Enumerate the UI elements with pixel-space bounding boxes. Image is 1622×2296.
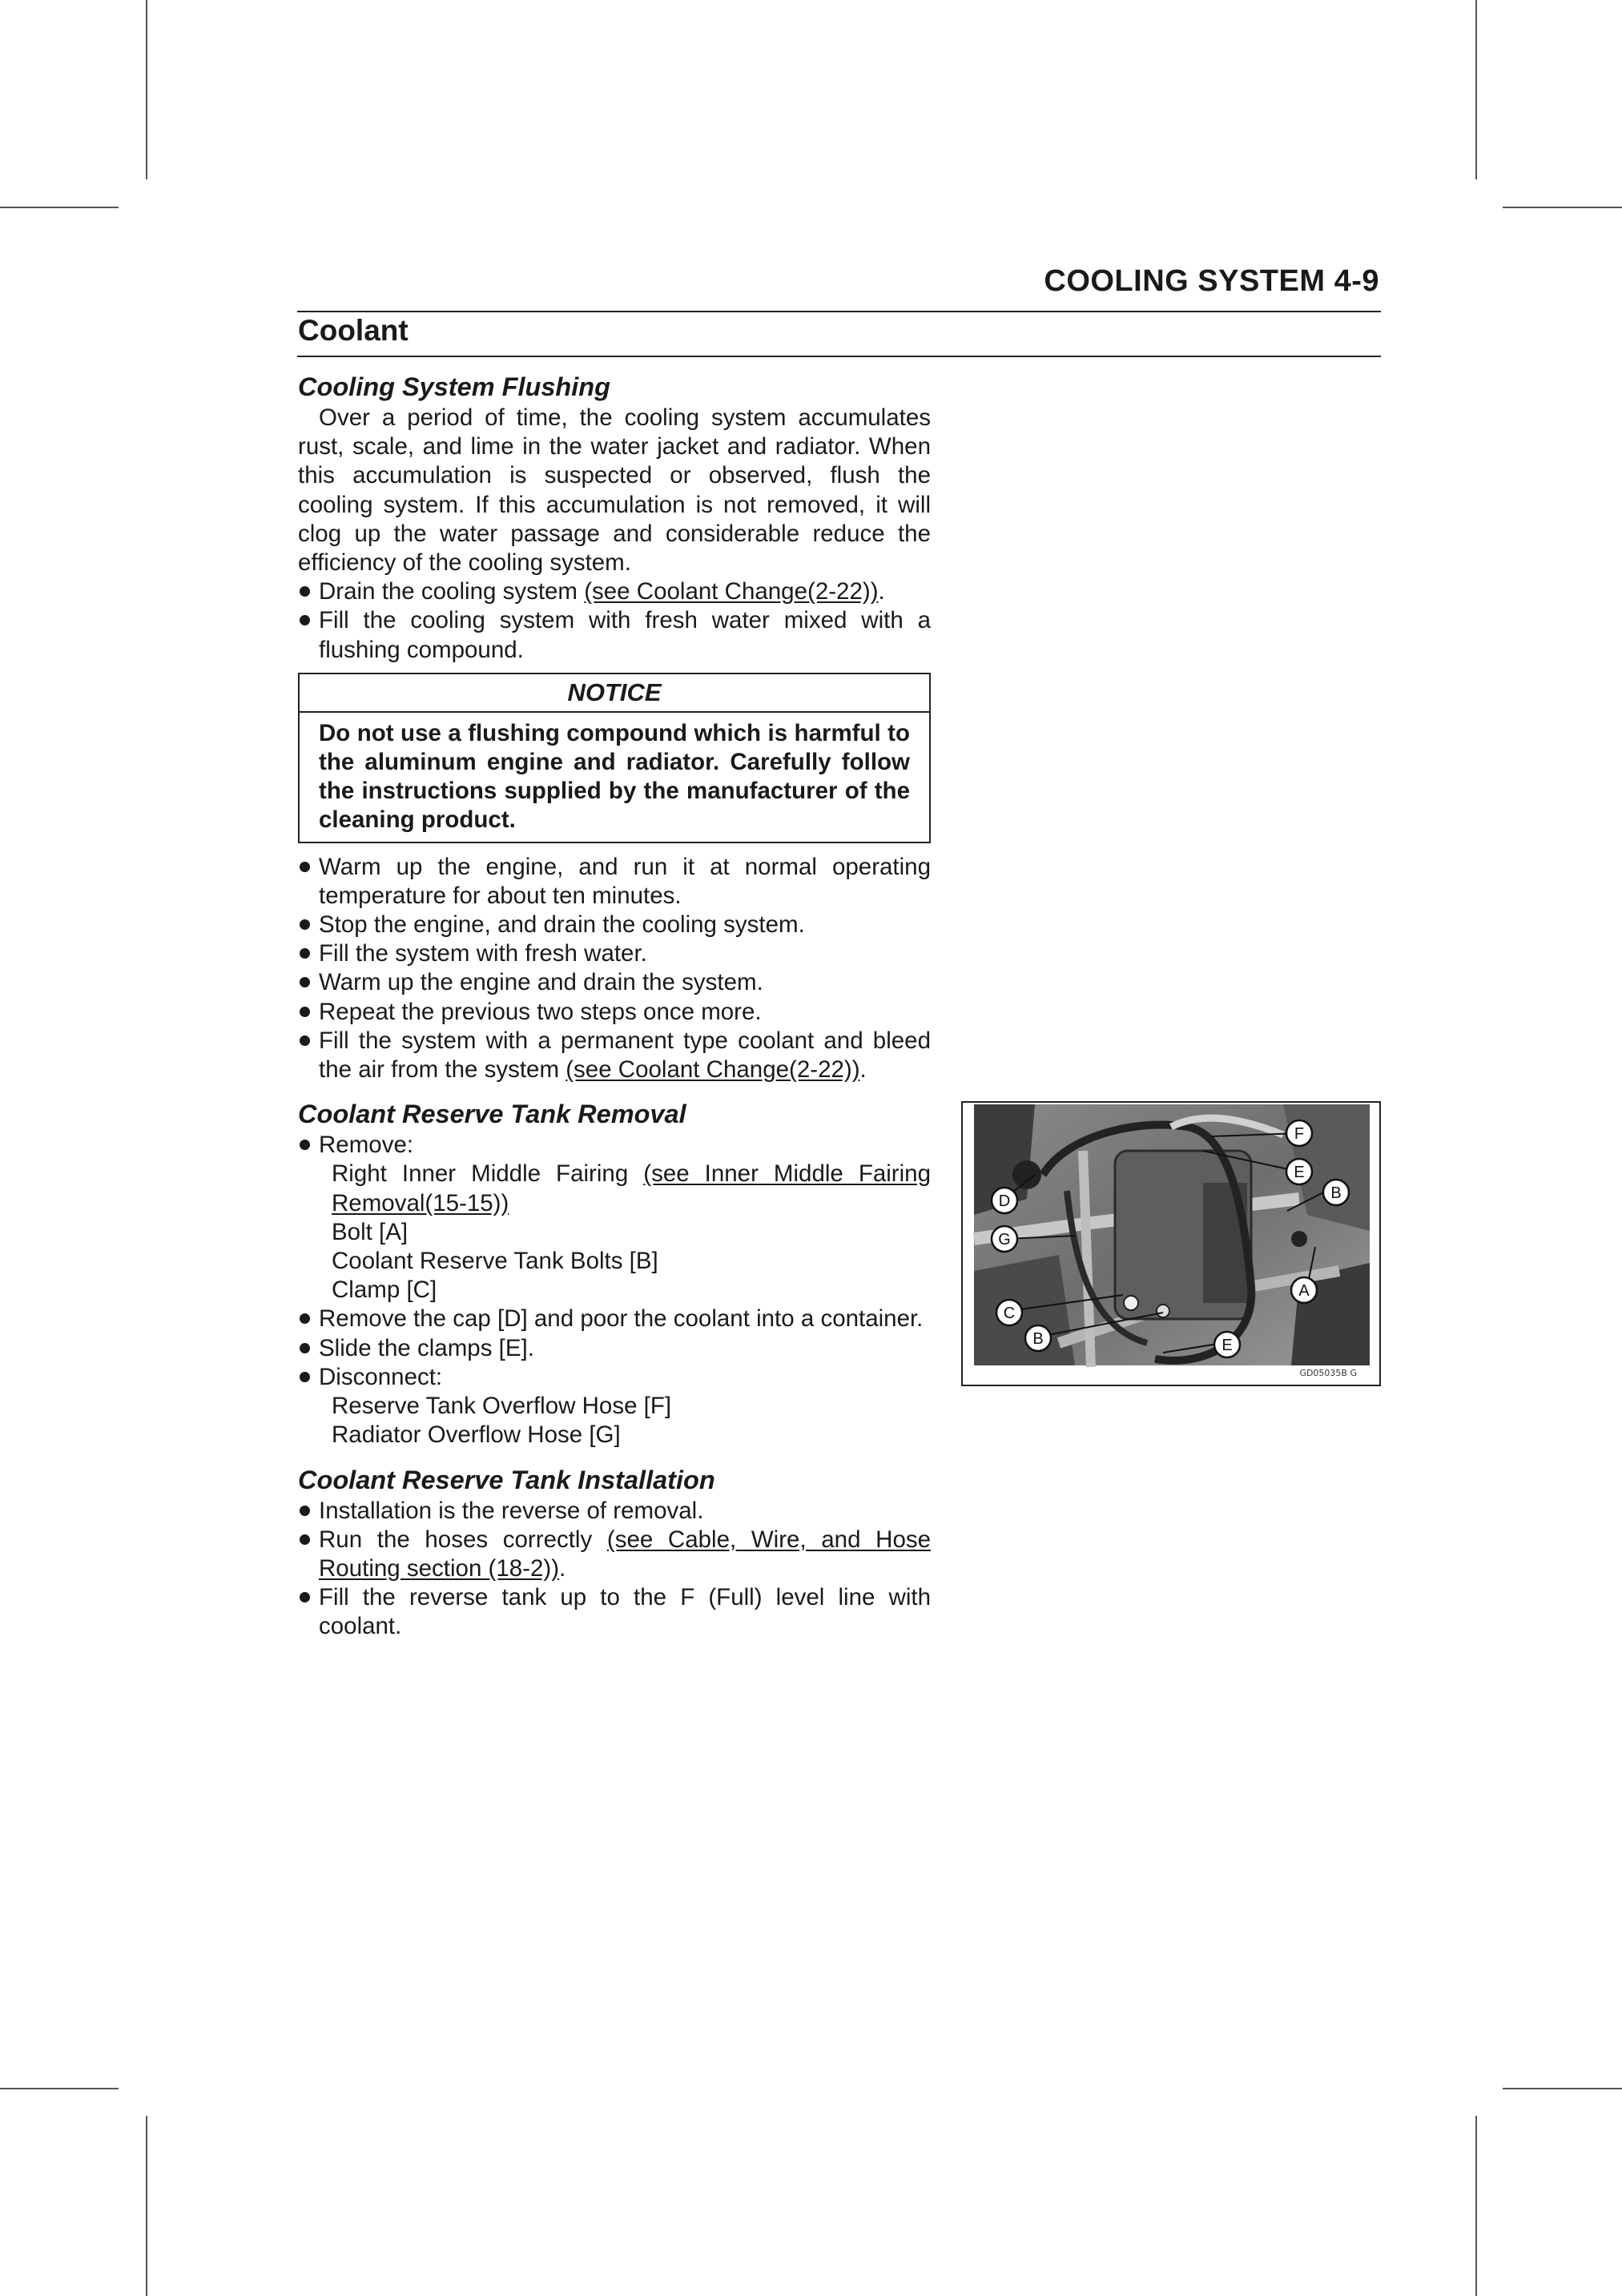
section-rule — [297, 356, 1381, 357]
sublist-item: Right Inner Middle Fairing (see Inner Middle Fairing Removal(15-15)) — [332, 1160, 931, 1216]
reserve-tank-photo — [963, 1103, 1379, 1385]
page-header-title: COOLING SYSTEM 4-9 — [1044, 264, 1379, 298]
crop-mark — [0, 2088, 119, 2089]
callout-c: C — [1003, 1305, 1016, 1322]
list-item: Repeat the previous two steps once more. — [298, 998, 931, 1027]
sublist-item: Clamp [C] — [332, 1277, 437, 1304]
callout-e: E — [1294, 1164, 1305, 1181]
coolant-change-link[interactable]: (see Coolant Change(2-22)) — [584, 578, 879, 605]
callout-b: B — [1330, 1184, 1342, 1202]
remove-sublist — [298, 1160, 931, 1305]
removal-heading: Coolant Reserve Tank Removal — [298, 1100, 686, 1129]
crop-mark — [146, 2116, 147, 2296]
removal-steps — [298, 1131, 931, 1450]
installation-steps — [298, 1497, 931, 1642]
crop-mark — [1503, 2088, 1622, 2089]
list-item: Drain the cooling system (see Coolant Change(2-22)). — [298, 577, 931, 606]
list-item: Disconnect: Reserve Tank Overflow Hose [F] Radiator Overflow Hose [G] — [298, 1363, 931, 1450]
section-title: Coolant — [298, 314, 409, 347]
sublist-item: Reserve Tank Overflow Hose [F] — [332, 1393, 672, 1420]
sublist-item: Bolt [A] — [332, 1218, 409, 1245]
hose-routing-link[interactable]: (see Cable, Wire, and Hose Routing section (18-2)) — [319, 1526, 932, 1582]
list-item: Fill the cooling system with fresh water mixed with a flushing compound. — [298, 606, 931, 664]
list-item: Slide the clamps [E]. — [298, 1334, 931, 1363]
callout-e: E — [1222, 1337, 1233, 1354]
callout-d: D — [998, 1192, 1011, 1210]
sublist-item: Radiator Overflow Hose [G] — [332, 1421, 621, 1449]
callout-b: B — [1032, 1330, 1044, 1348]
notice-title: NOTICE — [300, 674, 929, 713]
list-item: Remove: Right Inner Middle Fairing (see Inner Middle Fairing Removal(15-15)) Bolt [A] Coolant Reserve Tank Bolts [B] Clamp [C] — [298, 1131, 931, 1305]
crop-mark — [1475, 2116, 1477, 2296]
list-item: Run the hoses correctly (see Cable, Wire, and Hose Routing section (18-2)). — [298, 1526, 931, 1583]
callout-f: F — [1294, 1125, 1305, 1143]
list-item: Fill the reverse tank up to the F (Full) level line with coolant. — [298, 1583, 931, 1641]
list-item: Installation is the reverse of removal. — [298, 1497, 931, 1526]
flushing-intro: Over a period of time, the cooling system accumulates rust, scale, and lime in the water jacket and radiator. When this accumulation is suspected or observed, flush the cooling system. If this accumulation is not removed, it will clog up the water passage and considerable reduce the efficiency of the cooling system. — [298, 404, 931, 577]
flushing-steps-b — [298, 853, 931, 1085]
reserve-tank-figure — [961, 1101, 1381, 1386]
list-item: Stop the engine, and drain the cooling system. — [298, 911, 931, 939]
list-item: Remove the cap [D] and poor the coolant into a container. — [298, 1305, 931, 1333]
callout-g: G — [998, 1231, 1011, 1249]
list-item: Warm up the engine, and run it at normal operating temperature for about ten minutes. — [298, 853, 931, 911]
header-rule — [297, 311, 1381, 312]
crop-mark — [1503, 207, 1622, 208]
crop-mark — [0, 207, 119, 208]
callout-a: A — [1298, 1282, 1310, 1300]
coolant-change-link[interactable]: (see Coolant Change(2-22)) — [565, 1056, 860, 1084]
crop-mark — [1475, 0, 1477, 179]
installation-heading: Coolant Reserve Tank Installation — [298, 1465, 715, 1494]
flushing-heading: Cooling System Flushing — [298, 372, 611, 401]
crop-mark — [146, 0, 147, 179]
disconnect-sublist — [298, 1392, 931, 1450]
notice-box — [298, 673, 931, 843]
notice-text: Do not use a flushing compound which is harmful to the aluminum engine and radiator. Carefully follow the instructions supplied by the manufacturer of the cleaning product. — [319, 719, 910, 834]
figure-code: GD05035B G — [1299, 1368, 1357, 1378]
inner-middle-fairing-link[interactable]: (see Inner Middle Fairing Removal(15-15)) — [332, 1160, 931, 1216]
list-item: Warm up the engine and drain the system. — [298, 968, 931, 997]
flushing-steps-a — [298, 577, 931, 665]
list-item: Fill the system with a permanent type coolant and bleed the air from the system (see Coolant Change(2-22)). — [298, 1027, 931, 1084]
list-item: Fill the system with fresh water. — [298, 939, 931, 968]
main-column — [298, 370, 931, 1642]
sublist-item: Coolant Reserve Tank Bolts [B] — [332, 1248, 658, 1275]
